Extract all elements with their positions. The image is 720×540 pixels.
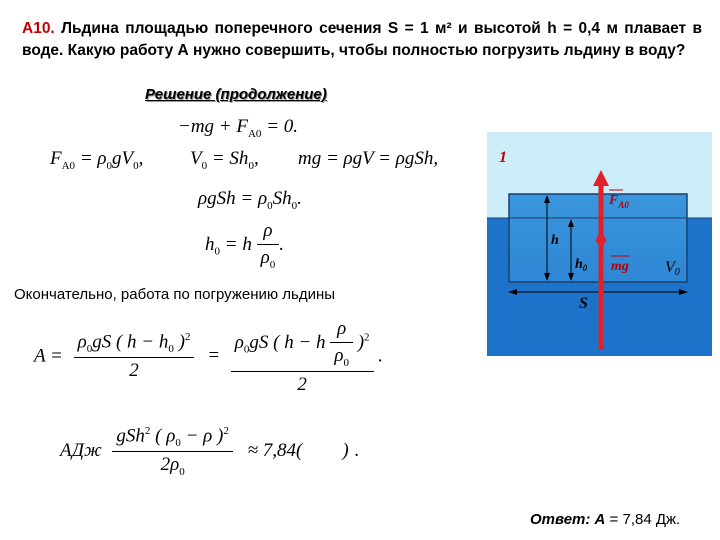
force-label: $F_{A0}$: [609, 193, 629, 210]
equation-work: A = $\frac{\rho_0gS ( h - h_0 )^2}{2}$ = $\rho_0gS$ ( h − h $\frac{\rho}{\rho_0}$ )$^2$ 2 .: [34, 318, 384, 395]
height-label: h: [551, 233, 559, 248]
answer-variable: А: [594, 511, 606, 528]
answer-label: Ответ:: [530, 511, 591, 528]
equation-balance-expanded: $\rho gSh = \rho_0Sh_0$.: [198, 188, 302, 212]
area-label: S: [579, 295, 588, 312]
equation-submerged-volume: $V_0 = Sh_0$,: [190, 148, 259, 172]
equation-weight: mg = ρgV = ρgSh,: [298, 148, 439, 169]
equation-force-balance: $-mg + F_{A0} = 0$.: [178, 116, 299, 140]
conclusion-text: Окончательно, работа по погружению льдины: [14, 286, 336, 303]
submerged-label: $h_0$: [575, 257, 588, 273]
equation-submerged-depth: $h_0 = h$ $\frac{\rho}{\rho_0}$ .: [205, 220, 284, 271]
problem-number: А10.: [22, 20, 55, 37]
ice-floe-figure: [487, 132, 712, 356]
equation-archimedes: $F_{A0} = \rho_0gV_0$,: [50, 148, 144, 172]
center-point: [596, 235, 606, 245]
figure-number: 1: [499, 149, 507, 166]
answer: [530, 511, 680, 528]
equation-numeric: АДж $\frac{gSh^2 ( \rho_0 - \rho )^2}{2\rho_0}$ ≈ 7,84( ) .: [60, 425, 360, 478]
answer-value: = 7,84 Дж.: [605, 511, 681, 528]
problem-text: Льдина площадью поперечного сечения S = 1 м² и высотой h = 0,4 м плавает в воде. Какую работу А нужно совершить, чтобы полностью погрузить льдину в воду?: [22, 20, 702, 59]
solution-title: Решение (продолжение): [145, 86, 327, 103]
weight-label: mg: [611, 259, 629, 274]
problem-statement: [22, 18, 702, 62]
volume-label: V0: [665, 259, 680, 278]
